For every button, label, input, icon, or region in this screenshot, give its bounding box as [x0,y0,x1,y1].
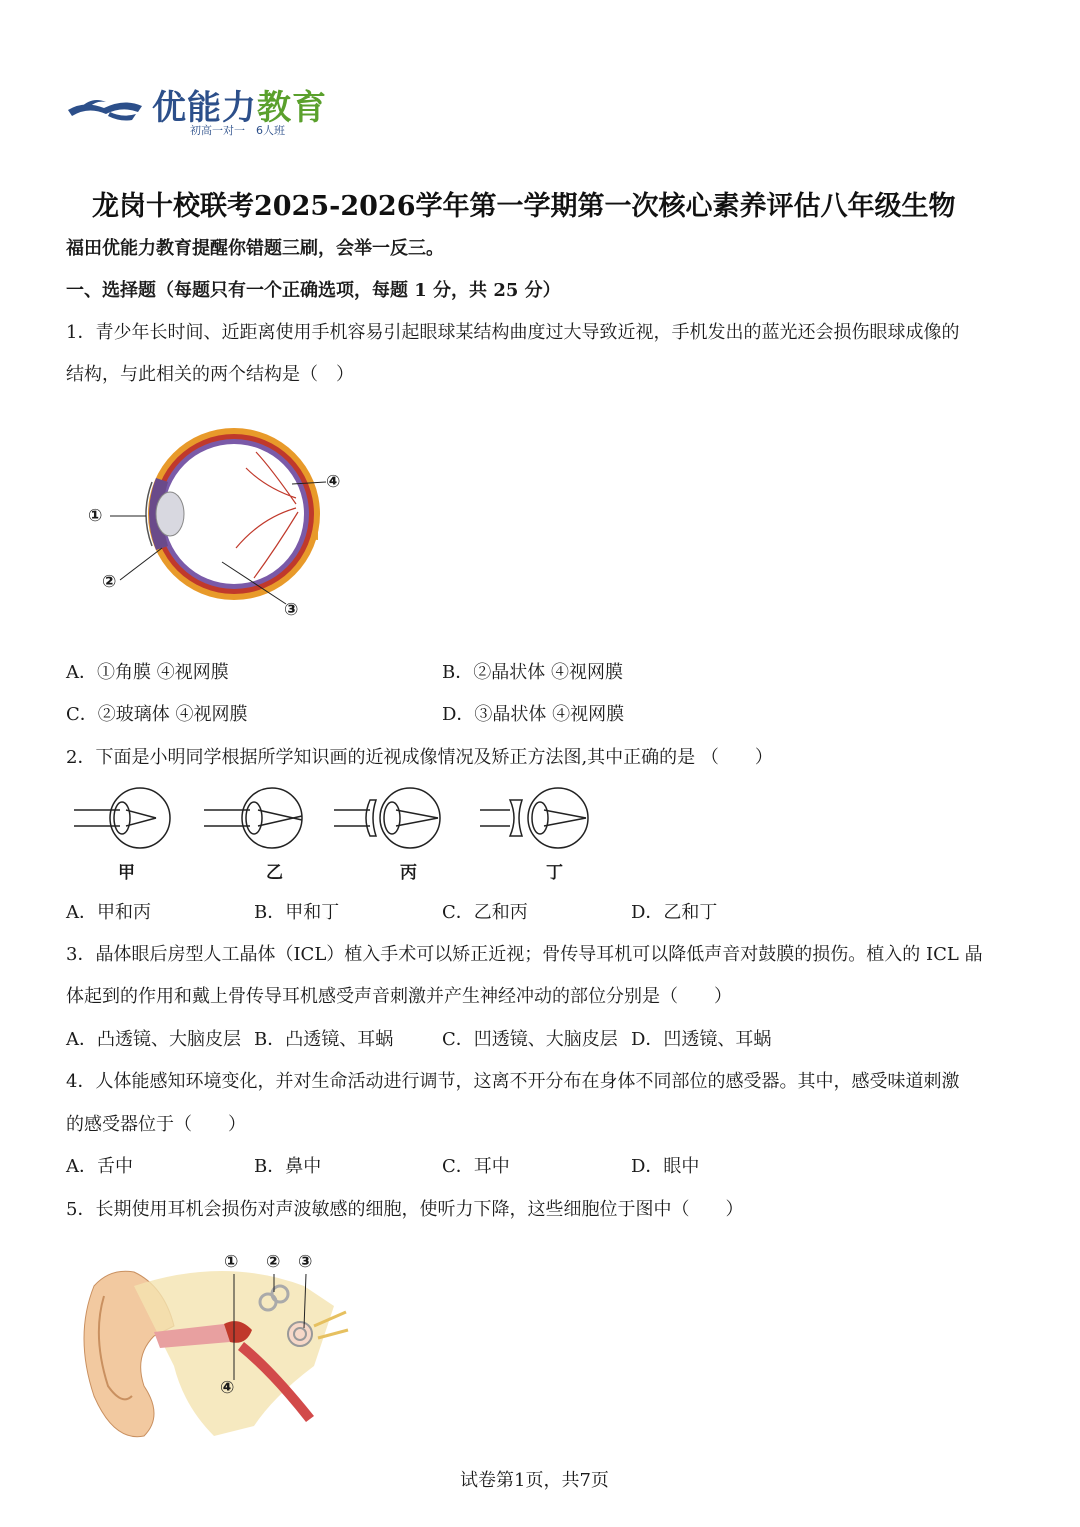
q3-option-c: C．凹透镜、大脑皮层 [442,1029,618,1050]
question-4-line-2: 的感受器位于（ ） [66,1114,246,1135]
figure-label-ding: 丁 [546,863,563,883]
question-1-line-2: 结构，与此相关的两个结构是（ ） [66,364,354,385]
q1-option-a: A．①角膜 ④视网膜 [66,662,229,683]
q2-option-b: B．甲和丁 [254,902,340,923]
question-5-line-1: 5．长期使用耳机会损伤对声波敏感的细胞，使听力下降，这些细胞位于图中（ ） [66,1199,744,1220]
q3-option-b: B．凸透镜、耳蜗 [254,1029,394,1050]
ear-label-4: ④ [220,1378,235,1398]
q4-option-d: D．眼中 [631,1156,700,1177]
eye-label-2: ② [102,572,117,592]
eye-label-3: ③ [284,600,299,620]
lens-figure [70,786,610,886]
question-4-line-1: 4．人体能感知环境变化，并对生命活动进行调节，这离不开分布在身体不同部位的感受器。其中，感受味道刺激 [66,1071,960,1092]
figure-label-bing: 丙 [400,863,417,883]
q4-option-c: C．耳中 [442,1156,510,1177]
question-2-line-1: 2．下面是小明同学根据所学知识画的近视成像情况及矫正方法图,其中正确的是 （ ） [66,747,773,768]
eye-label-1: ① [88,506,103,526]
book-logo-icon [66,88,146,133]
q3-option-d: D．凹透镜、耳蜗 [631,1029,772,1050]
q1-option-b: B．②晶状体 ④视网膜 [442,662,623,683]
section-heading: 一、选择题（每题只有一个正确选项，每题 1 分，共 25 分） [66,280,561,301]
figure-label-jia: 甲 [118,863,135,883]
page-footer: 试卷第1页，共7页 [460,1470,609,1491]
question-3-line-2: 体起到的作用和戴上骨传导耳机感受声音刺激并产生神经冲动的部位分别是（ ） [66,986,732,1007]
page-title: 龙岗十校联考2025-2026学年第一学期第一次核心素养评估八年级生物 [92,191,956,222]
ear-label-3: ③ [298,1252,313,1272]
q4-option-b: B．鼻中 [254,1156,322,1177]
logo-name-blue: 优能力 [152,88,257,128]
logo-tagline: 初高一对一 6人班 [190,124,285,137]
myopia-diagrams [70,786,610,856]
question-1-line-1: 1．青少年长时间、近距离使用手机容易引起眼球某结构曲度过大导致近视，手机发出的蓝光还会损伤眼球成像的 [66,322,960,343]
q4-option-a: A．舌中 [66,1156,133,1177]
logo-name-green: 教育 [257,88,327,128]
eye-illustration [86,428,356,628]
eye-label-4: ④ [326,472,341,492]
logo [66,80,366,140]
ear-label-1: ① [224,1252,239,1272]
q2-option-c: C．乙和丙 [442,902,528,923]
eye-diagram [86,428,356,628]
ear-illustration [74,1246,354,1446]
ear-label-2: ② [266,1252,281,1272]
q1-option-c: C．②玻璃体 ④视网膜 [66,704,248,725]
ear-diagram [74,1246,354,1446]
q2-option-d: D．乙和丁 [631,902,718,923]
q2-option-a: A．甲和丙 [66,902,151,923]
reminder-text: 福田优能力教育提醒你错题三刷，会举一反三。 [66,238,444,259]
q3-option-a: A．凸透镜、大脑皮层 [66,1029,241,1050]
figure-label-yi: 乙 [266,863,283,883]
q1-option-d: D．③晶状体 ④视网膜 [442,704,625,725]
question-3-line-1: 3．晶体眼后房型人工晶体（ICL）植入手术可以矫正近视；骨传导耳机可以降低声音对鼓膜的损伤。植入的 ICL 晶 [66,944,983,965]
